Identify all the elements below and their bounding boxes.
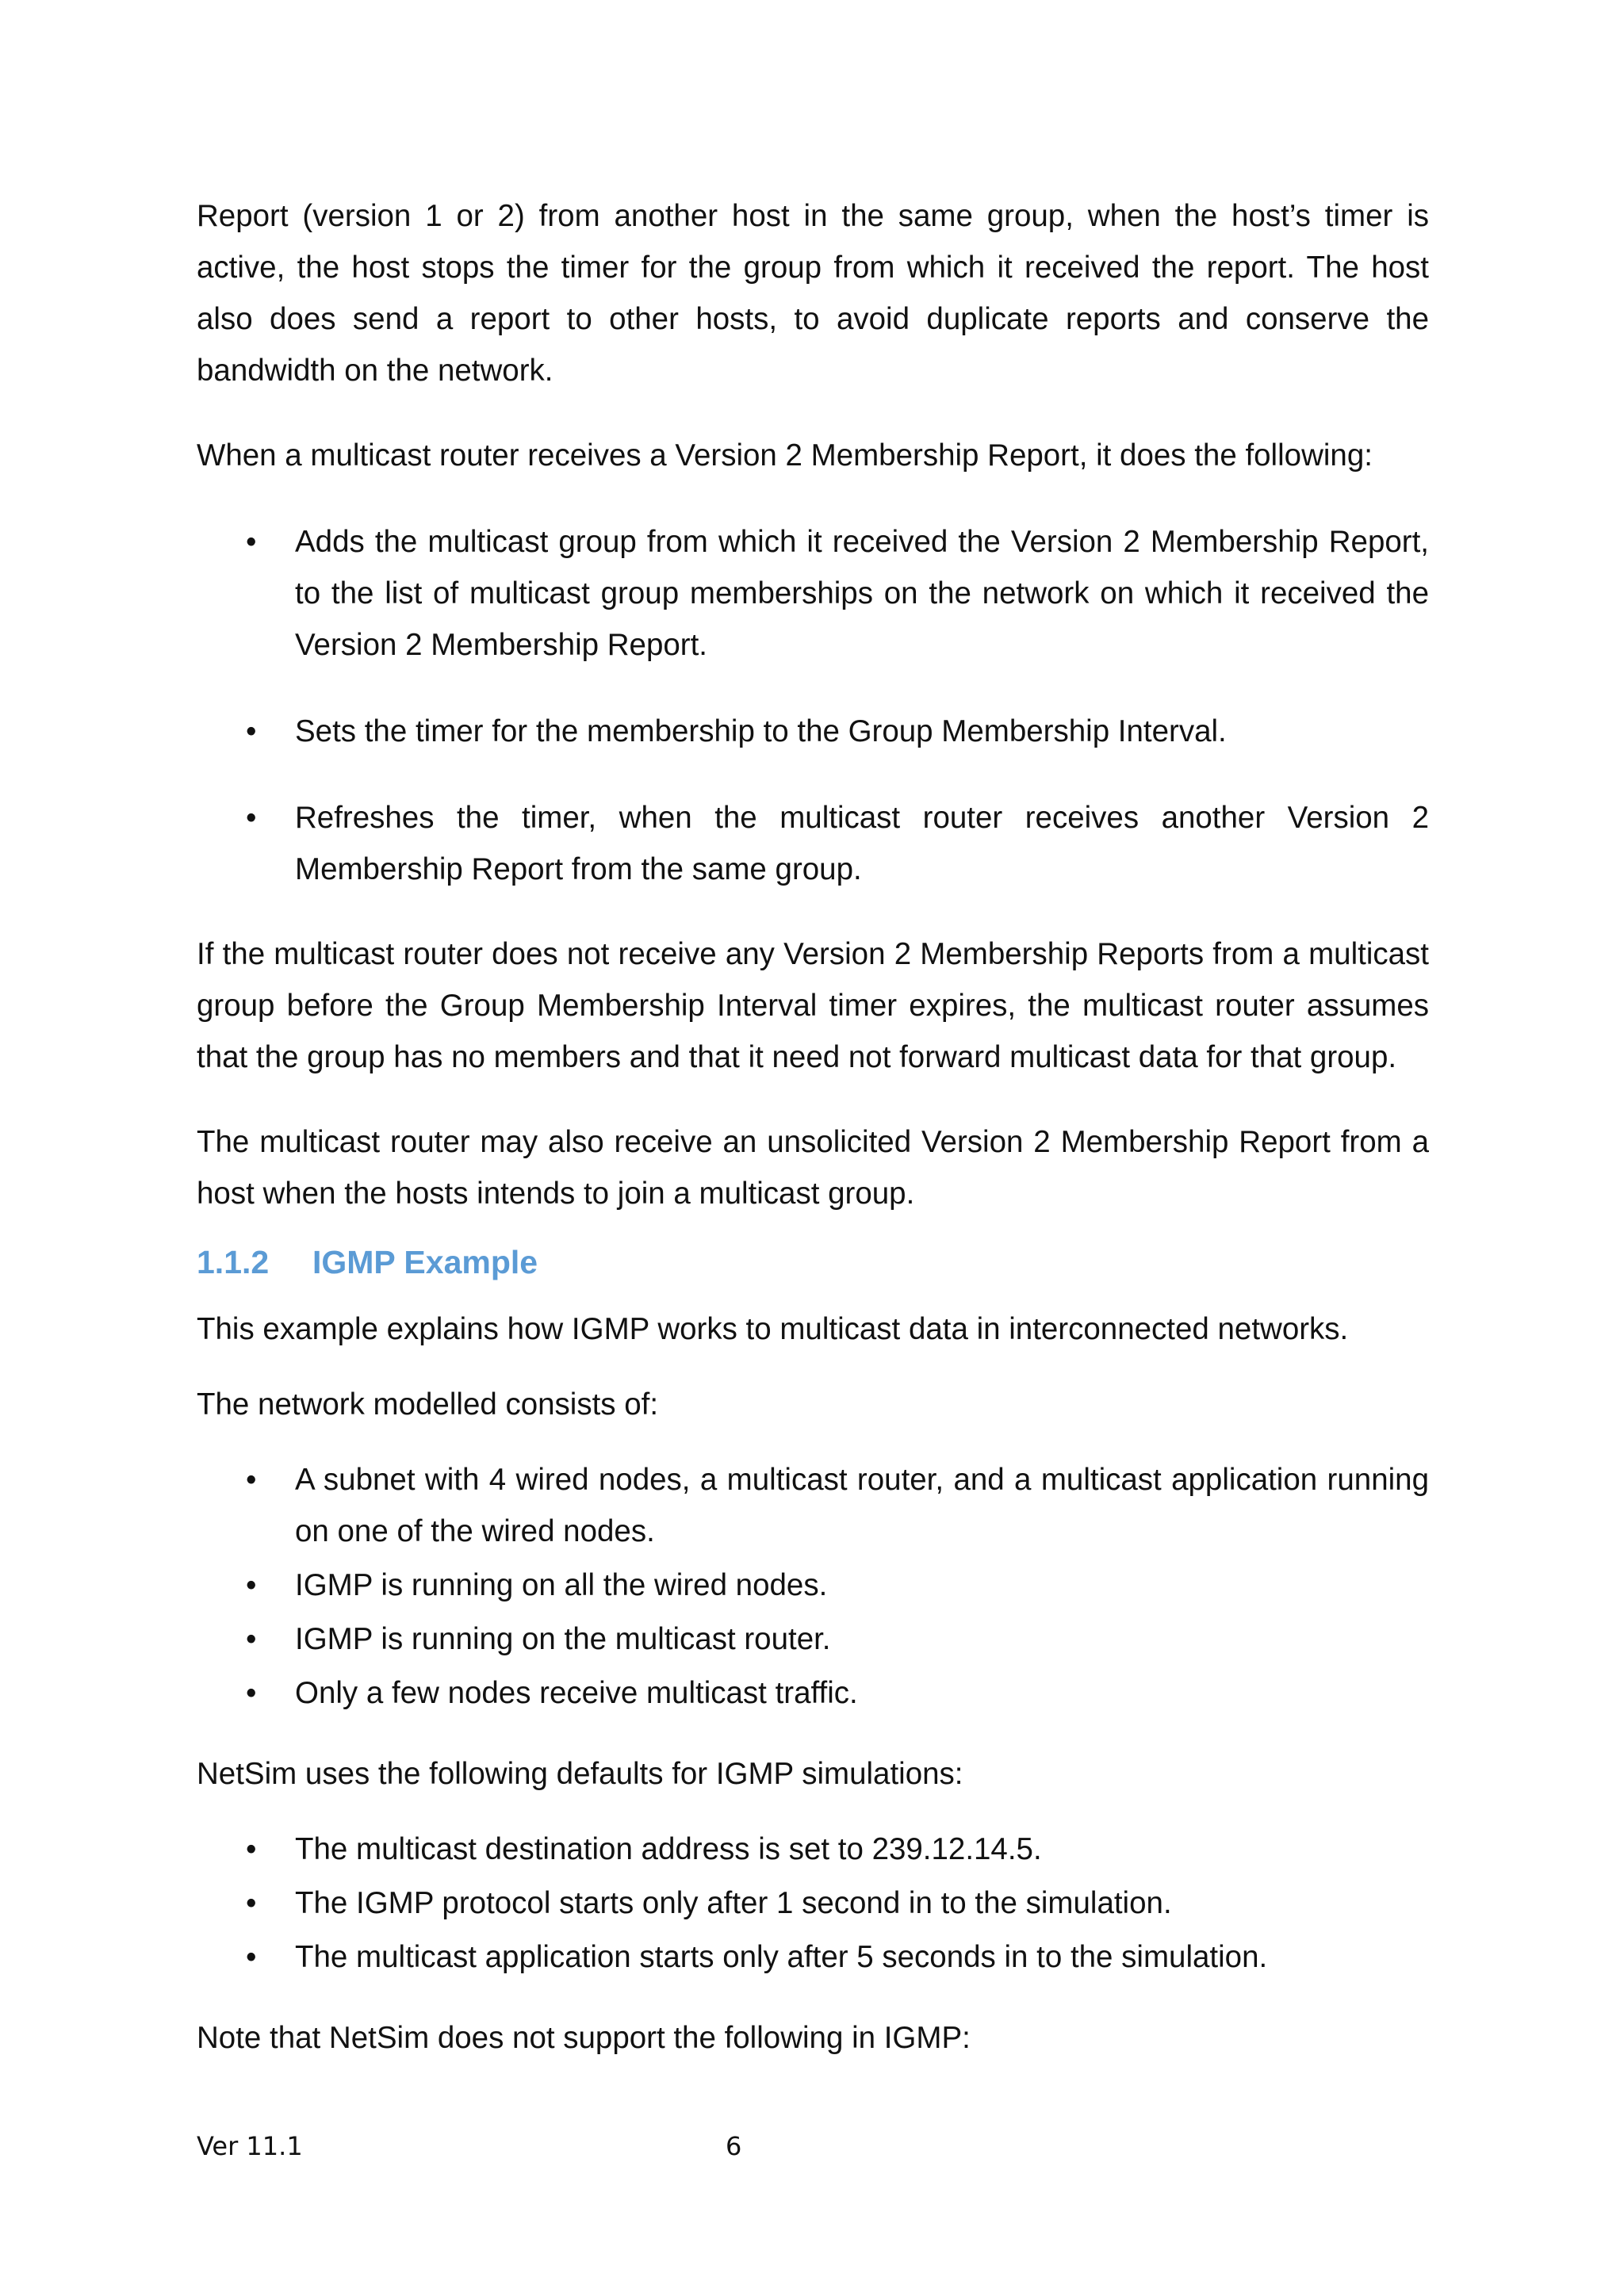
bullet-icon: •: [246, 1940, 257, 1974]
list-item-text: The multicast application starts only after 5 seconds in to the simulation.: [295, 1940, 1268, 1974]
paragraph-unsolicited-report: The multicast router may also receive an unsolicited Version 2 Membership Report from a host when the hosts intends to join a multicast group.: [197, 1125, 1429, 1211]
section-number: 1.1.2: [197, 1244, 270, 1280]
paragraph-unsupported-intro: Note that NetSim does not support the following in IGMP:: [197, 2021, 971, 2055]
bullet-icon: •: [246, 1568, 257, 1602]
list-item: [197, 1931, 1429, 1983]
paragraph-network-intro: The network modelled consists of:: [197, 1387, 659, 1422]
section-title: IGMP Example: [312, 1244, 538, 1280]
list-item: [197, 792, 1429, 895]
list-item-text: IGMP is running on all the wired nodes.: [295, 1568, 828, 1602]
footer-page-number: 6: [726, 2131, 742, 2161]
paragraph-defaults-intro: NetSim uses the following defaults for IGMP simulations:: [197, 1757, 963, 1791]
bullet-icon: •: [246, 1622, 257, 1656]
list-item: [197, 1454, 1429, 1557]
defaults-list: [197, 1823, 1429, 1983]
bullet-icon: •: [246, 714, 257, 748]
router-actions-list: [197, 516, 1429, 895]
list-item: [197, 1877, 1429, 1929]
paragraph-example-intro: This example explains how IGMP works to multicast data in interconnected networks.: [197, 1312, 1349, 1346]
list-item-text: The multicast destination address is set to 239.12.14.5.: [295, 1832, 1042, 1866]
list-item-text: Refreshes the timer, when the multicast router receives another Version 2 Membership Report from the same group.: [295, 801, 1429, 886]
list-item-text: A subnet with 4 wired nodes, a multicast router, and a multicast application running on one of the wired nodes.: [295, 1463, 1429, 1548]
list-item: [197, 1559, 1429, 1611]
bullet-icon: •: [246, 525, 257, 559]
bullet-icon: •: [246, 1463, 257, 1497]
bullet-icon: •: [246, 1886, 257, 1920]
list-item: [197, 1823, 1429, 1875]
list-item-text: Adds the multicast group from which it received the Version 2 Membership Report, to the list of multicast group memberships on the network on which it received the Version 2 Membership Report.: [295, 525, 1429, 662]
list-item: [197, 516, 1429, 671]
paragraph-interval-expiry: If the multicast router does not receive any Version 2 Membership Reports from a multicast group before the Group Membership Interval timer expires, the multicast router assumes that the group has no members and that it need not forward multicast data for that group.: [197, 937, 1429, 1074]
list-item: [197, 1667, 1429, 1719]
list-item-text: The IGMP protocol starts only after 1 second in to the simulation.: [295, 1886, 1172, 1920]
paragraph-router-intro: When a multicast router receives a Version 2 Membership Report, it does the following:: [197, 438, 1373, 473]
bullet-icon: •: [246, 1832, 257, 1866]
network-items-list: [197, 1454, 1429, 1719]
bullet-icon: •: [246, 1676, 257, 1710]
footer-version: Ver 11.1: [197, 2131, 303, 2161]
paragraph-report-timer: Report (version 1 or 2) from another host in the same group, when the host’s timer is active, the host stops the timer for the group from which it received the report. The host also does send a report to other hosts, to avoid duplicate reports and conserve the bandwidth on the network.: [197, 199, 1429, 388]
list-item-text: Only a few nodes receive multicast traffic.: [295, 1676, 858, 1710]
bullet-icon: •: [246, 801, 257, 835]
list-item: [197, 706, 1429, 757]
list-item-text: IGMP is running on the multicast router.: [295, 1622, 831, 1656]
document-body: [197, 190, 1429, 2064]
list-item-text: Sets the timer for the membership to the Group Membership Interval.: [295, 714, 1227, 748]
list-item: [197, 1613, 1429, 1665]
section-heading: [197, 1238, 1429, 1286]
